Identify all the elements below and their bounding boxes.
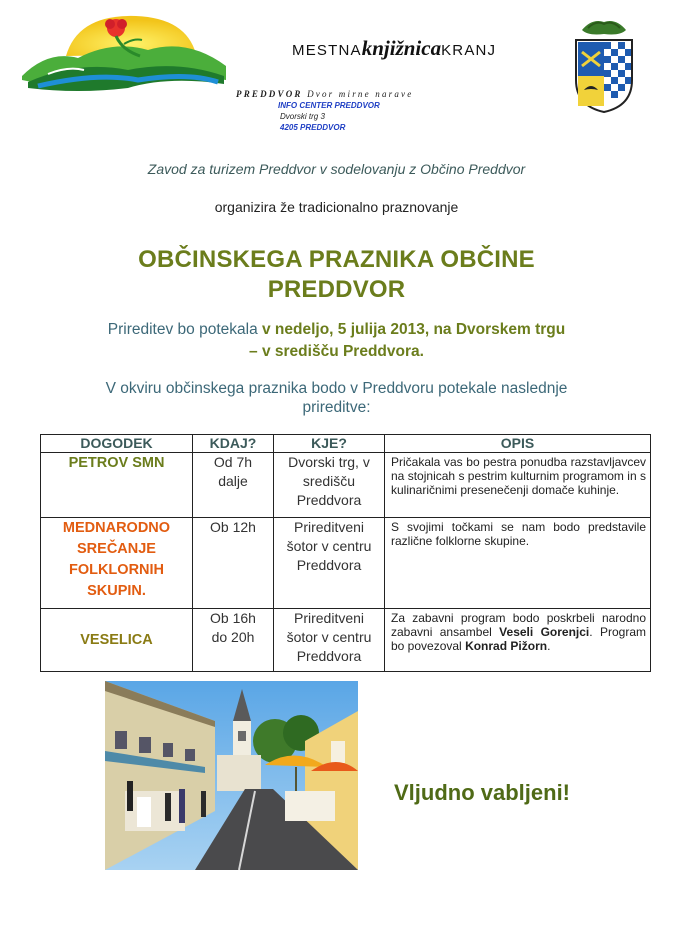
organizes-line: organizira že tradicionalno praznovanje	[214, 199, 459, 215]
info-center-street: Dvorski trg 3	[280, 112, 325, 121]
event-time: Od 7h dalje	[193, 453, 274, 518]
event-name: VESELICA	[41, 609, 193, 672]
event-description: Pričakala vas bo pestra ponudba razstavljavcev na stojnicah s pestrim kulturnim programom in s kulinaričnimi presenečenji domače kuhinje.	[385, 453, 651, 518]
library-logo	[292, 36, 496, 61]
header-dogodek: DOGODEK	[41, 435, 193, 453]
table-row	[41, 518, 651, 609]
library-logo-part1: MESTNA	[292, 42, 362, 59]
event-time: Ob 16h do 20h	[193, 609, 274, 672]
table-row	[41, 609, 651, 672]
program-intro-line2: prireditve:	[302, 399, 371, 416]
event-name: MEDNARODNO SREČANJE FOLKLORNIH SKUPIN.	[41, 518, 193, 609]
event-description: Za zabavni program bodo poskrbeli narodno zabavni ansambel Veseli Gorenjci. Program bo povezoval Konrad Pižorn.	[385, 609, 651, 672]
slogan: PREDDVOR Dvor mirne narave	[236, 89, 414, 99]
event-place: Prireditveni šotor v centru Preddvora	[274, 609, 385, 672]
info-center-post: 4205 PREDDVOR	[280, 123, 346, 132]
event-place: Dvorski trg, v središču Preddvora	[274, 453, 385, 518]
event-title-line1: OBČINSKEGA PRAZNIKA OBČINE	[138, 246, 535, 273]
library-logo-part2: knjižnica	[361, 36, 442, 60]
event-name: PETROV SMN	[41, 453, 193, 518]
library-logo-part3: KRANJ	[441, 42, 497, 59]
event-time: Ob 12h	[193, 518, 274, 609]
event-title-line2: PREDDVOR	[267, 276, 406, 303]
event-date-line1: Prireditev bo potekala v nedeljo, 5 julija 2013, na Dvorskem trgu	[107, 321, 566, 338]
table-header-row	[41, 435, 651, 453]
events-table	[40, 434, 651, 672]
coat-of-arms-icon	[574, 18, 634, 114]
welcome-text: Vljudno vabljeni!	[394, 780, 571, 805]
event-date-line2: – v središču Preddvora.	[249, 343, 424, 360]
header-kje: KJE?	[274, 435, 385, 453]
header-kdaj: KDAJ?	[193, 435, 274, 453]
table-row	[41, 453, 651, 518]
preddvor-logo	[18, 10, 228, 94]
header-opis: OPIS	[385, 435, 651, 453]
program-intro-line1: V okviru občinskega praznika bodo v Preddvoru potekale naslednje	[105, 380, 568, 397]
organizer-line: Zavod za turizem Preddvor v sodelovanju z Občino Preddvor	[147, 161, 526, 177]
event-description: S svojimi točkami se nam bodo predstavile različne folklorne skupine.	[385, 518, 651, 609]
square-photo	[105, 681, 358, 870]
info-center-name: INFO CENTER PREDDVOR	[278, 101, 380, 110]
event-place: Prireditveni šotor v centru Preddvora	[274, 518, 385, 609]
